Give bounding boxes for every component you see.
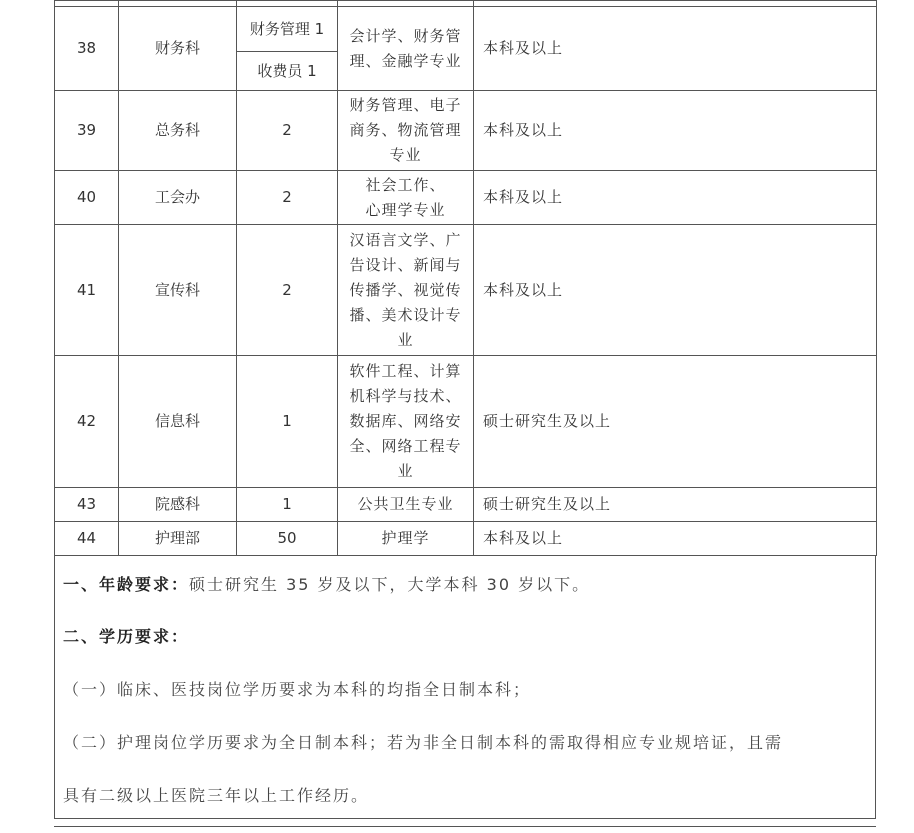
education-requirement: 本科及以上 xyxy=(474,91,877,171)
department: 护理部 xyxy=(119,522,237,556)
requirements-notes xyxy=(54,556,876,819)
document-page xyxy=(54,0,876,819)
position-count: 1 xyxy=(237,356,338,488)
major-requirement: 护理学 xyxy=(338,522,474,556)
next-table-border xyxy=(54,826,876,827)
department: 宣传科 xyxy=(119,225,237,356)
row-number: 38 xyxy=(55,7,119,91)
department: 财务科 xyxy=(119,7,237,91)
education-requirement: 本科及以上 xyxy=(474,225,877,356)
education-requirement: 本科及以上 xyxy=(474,7,877,91)
age-title: 一、年龄要求： xyxy=(63,575,190,594)
education-requirement: 本科及以上 xyxy=(474,171,877,225)
education-title-line xyxy=(63,624,189,647)
department: 工会办 xyxy=(119,171,237,225)
position-count: 50 xyxy=(237,522,338,556)
table-row xyxy=(55,522,877,556)
position-count: 2 xyxy=(237,91,338,171)
table-row xyxy=(55,488,877,522)
table-row xyxy=(55,171,877,225)
department: 总务科 xyxy=(119,91,237,171)
row-number: 42 xyxy=(55,356,119,488)
table-row xyxy=(55,91,877,171)
department: 信息科 xyxy=(119,356,237,488)
position-count: 2 xyxy=(237,225,338,356)
education-requirement: 硕士研究生及以上 xyxy=(474,488,877,522)
education-item-2: （二）护理岗位学历要求为全日制本科；若为非全日制本科的需取得相应专业规培证，且需 xyxy=(63,733,784,752)
major-requirement xyxy=(338,171,474,225)
age-requirement xyxy=(63,572,590,595)
table-row xyxy=(55,225,877,356)
row-number: 41 xyxy=(55,225,119,356)
table-row xyxy=(55,7,877,52)
major-requirement: 会计学、财务管理、金融学专业 xyxy=(338,7,474,91)
major-requirement: 软件工程、计算机科学与技术、数据库、网络安全、网络工程专业 xyxy=(338,356,474,488)
row-number: 43 xyxy=(55,488,119,522)
education-item-1: （一）临床、医技岗位学历要求为本科的均指全日制本科； xyxy=(63,680,532,699)
education-requirement: 硕士研究生及以上 xyxy=(474,356,877,488)
education-title: 二、学历要求： xyxy=(63,627,190,646)
major-requirement: 财务管理、电子商务、物流管理专业 xyxy=(338,91,474,171)
major-requirement: 公共卫生专业 xyxy=(338,488,474,522)
position-count: 收费员 1 xyxy=(237,52,338,91)
position-count: 2 xyxy=(237,171,338,225)
major-line: 心理学专业 xyxy=(365,200,446,219)
department: 院感科 xyxy=(119,488,237,522)
row-number: 39 xyxy=(55,91,119,171)
position-count: 财务管理 1 xyxy=(237,7,338,52)
age-text: 硕士研究生 35 岁及以下，大学本科 30 岁以下。 xyxy=(189,575,591,594)
row-number: 40 xyxy=(55,171,119,225)
table-row xyxy=(55,356,877,488)
position-count: 1 xyxy=(237,488,338,522)
row-number: 44 xyxy=(55,522,119,556)
education-item-2-continued: 具有二级以上医院三年以上工作经历。 xyxy=(63,786,370,805)
major-line: 社会工作、 xyxy=(365,175,446,194)
recruitment-table xyxy=(54,0,877,556)
major-requirement: 汉语言文学、广告设计、新闻与传播学、视觉传播、美术设计专业 xyxy=(338,225,474,356)
education-requirement: 本科及以上 xyxy=(474,522,877,556)
